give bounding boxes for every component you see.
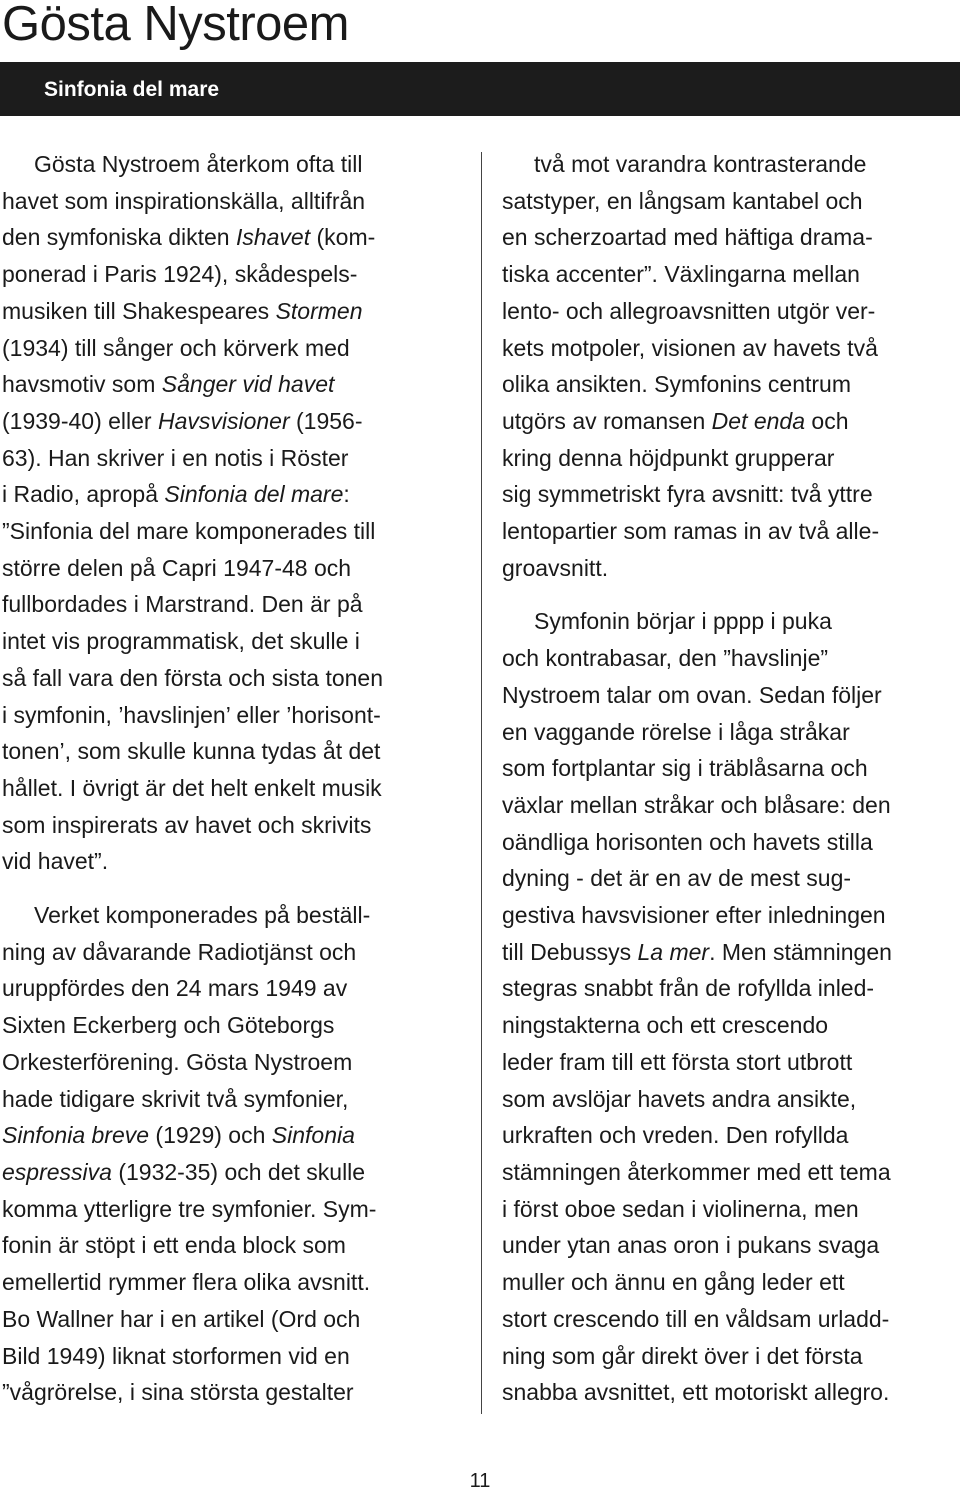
italic-title: La mer: [637, 938, 710, 965]
text-line: [502, 1227, 958, 1264]
text-line: [502, 1044, 958, 1081]
text-line: [2, 970, 464, 1007]
text-run: havet som inspirationskälla, alltifrån: [2, 187, 366, 214]
text-line: [2, 586, 464, 623]
page-title: Gösta Nystroem: [2, 0, 349, 51]
italic-title: Stormen: [275, 297, 363, 324]
text-run: urkraften och vreden. Den rofyllda: [502, 1122, 849, 1149]
text-run: i Radio, apropå: [2, 481, 165, 508]
text-run: utgörs av romansen: [502, 407, 712, 434]
text-line: [2, 256, 464, 293]
text-run: . Men stämningen: [709, 938, 892, 965]
text-run: musiken till Shakespeares: [2, 297, 276, 324]
italic-title: Sinfonia: [271, 1122, 355, 1149]
text-run: som avslöjar havets andra ansikte,: [502, 1085, 857, 1112]
text-line: [2, 623, 464, 660]
text-line: [2, 366, 464, 403]
text-line: [2, 770, 464, 807]
text-line: [502, 1301, 958, 1338]
text-line: [502, 970, 958, 1007]
text-line: [502, 1191, 958, 1228]
text-run: Bild 1949) liknat storformen vid en: [2, 1342, 350, 1369]
paragraph-gap: [502, 586, 958, 603]
text-run: vid havet”.: [2, 848, 109, 875]
text-run: ”Sinfonia del mare komponerades till: [2, 518, 376, 545]
text-run: ningstakterna och ett crescendo: [502, 1012, 829, 1039]
paragraph: [2, 146, 464, 880]
text-line: [502, 787, 958, 824]
text-run: gestiva havsvisioner efter inledningen: [502, 902, 886, 929]
italic-title: Sinfonia breve: [2, 1122, 150, 1149]
text-line: [502, 293, 958, 330]
text-line: [2, 934, 464, 971]
text-line: [2, 1338, 464, 1375]
text-run: (1939-40) eller: [2, 407, 158, 434]
text-line: [2, 897, 464, 934]
text-run: emellertid rymmer flera olika avsnitt.: [2, 1269, 371, 1296]
text-run: under ytan anas oron i pukans svaga: [502, 1232, 880, 1259]
text-run: komma ytterligre tre symfonier. Sym-: [2, 1195, 377, 1222]
text-line: [502, 824, 958, 861]
text-line: [502, 219, 958, 256]
italic-title: Sånger vid havet: [161, 371, 335, 398]
text-run: dyning - det är en av de mest sug-: [502, 865, 852, 892]
text-line: [502, 183, 958, 220]
text-line: [2, 1117, 464, 1154]
text-run: så fall vara den första och sista tonen: [2, 664, 383, 691]
text-run: tiska accenter”. Växlingarna mellan: [502, 261, 860, 288]
text-line: [502, 934, 958, 971]
paragraph: [502, 146, 958, 586]
text-line: [502, 860, 958, 897]
text-run: Symfonin börjar i pppp i puka: [534, 608, 832, 635]
text-line: [2, 1081, 464, 1118]
text-run: den symfoniska dikten: [2, 224, 236, 251]
text-line: [2, 440, 464, 477]
text-run: (1929) och: [149, 1122, 272, 1149]
text-line: [2, 1191, 464, 1228]
text-line: [502, 603, 958, 640]
text-run: i först oboe sedan i violinerna, men: [502, 1195, 859, 1222]
text-line: [502, 513, 958, 550]
text-run: Orkesterförening. Gösta Nystroem: [2, 1048, 353, 1075]
text-line: [502, 1264, 958, 1301]
text-run: (kom-: [310, 224, 376, 251]
text-run: större delen på Capri 1947-48 och: [2, 554, 352, 581]
text-line: [2, 1264, 464, 1301]
text-line: [2, 146, 464, 183]
column-divider: [481, 152, 482, 1414]
text-line: [502, 403, 958, 440]
text-run: en scherzoartad med häftiga drama-: [502, 224, 873, 251]
text-run: 63). Han skriver i en notis i Röster: [2, 444, 349, 471]
text-line: [2, 1154, 464, 1191]
text-run: stämningen återkommer med ett tema: [502, 1158, 891, 1185]
text-line: [502, 550, 958, 587]
text-run: tonen’, som skulle kunna tydas åt det: [2, 738, 381, 765]
text-run: hade tidigare skrivit två symfonier,: [2, 1085, 349, 1112]
italic-title: Sinfonia del mare: [164, 481, 344, 508]
text-line: [502, 146, 958, 183]
text-line: [502, 1154, 958, 1191]
italic-title: Ishavet: [235, 224, 311, 251]
text-line: [502, 476, 958, 513]
page-number: 11: [469, 1470, 491, 1492]
text-run: satstyper, en långsam kantabel och: [502, 187, 863, 214]
text-run: havsmotiv som: [2, 371, 162, 398]
text-line: [2, 550, 464, 587]
text-line: [2, 807, 464, 844]
text-run: fullbordades i Marstrand. Den är på: [2, 591, 363, 618]
section-heading: Sinfonia del mare: [44, 78, 220, 101]
text-line: [502, 256, 958, 293]
text-run: stegras snabbt från de rofyllda inled-: [502, 975, 875, 1002]
right-text-column: [502, 146, 958, 1411]
text-line: [502, 1081, 958, 1118]
text-run: uruppfördes den 24 mars 1949 av: [2, 975, 348, 1002]
text-run: hållet. I övrigt är det helt enkelt musik: [2, 774, 382, 801]
text-line: [502, 640, 958, 677]
text-run: snabba avsnittet, ett motoriskt allegro.: [502, 1379, 890, 1406]
text-line: [2, 697, 464, 734]
text-line: [2, 476, 464, 513]
text-run: (1932-35) och det skulle: [111, 1158, 366, 1185]
text-run: (1934) till sånger och körverk med: [2, 334, 350, 361]
text-run: till Debussys: [502, 938, 638, 965]
text-line: [2, 733, 464, 770]
text-line: [2, 843, 464, 880]
text-run: stort crescendo till en våldsam urladd-: [502, 1305, 890, 1332]
text-line: [2, 293, 464, 330]
text-run: som fortplantar sig i träblåsarna och: [502, 755, 868, 782]
text-run: och: [805, 407, 849, 434]
italic-title: espressiva: [2, 1158, 112, 1185]
italic-title: Havsvisioner: [157, 407, 290, 434]
text-run: :: [343, 481, 350, 508]
text-line: [502, 1374, 958, 1411]
text-line: [2, 1227, 464, 1264]
text-run: som inspirerats av havet och skrivits: [2, 811, 372, 838]
italic-title: Det enda: [711, 407, 806, 434]
text-run: Verket komponerades på beställ-: [34, 902, 371, 929]
text-run: två mot varandra kontrasterande: [534, 151, 867, 177]
text-run: i symfonin, ’havslinjen’ eller ’horisont-: [2, 701, 381, 728]
text-run: Nystroem talar om ovan. Sedan följer: [502, 681, 882, 708]
text-run: oändliga horisonten och havets stilla: [502, 828, 873, 855]
text-line: [502, 677, 958, 714]
left-text-column: [2, 146, 464, 1411]
text-run: ning av dåvarande Radiotjänst och: [2, 938, 357, 965]
text-run: en vaggande rörelse i låga stråkar: [502, 718, 850, 745]
paragraph: [502, 603, 958, 1410]
text-line: [502, 714, 958, 751]
text-run: (1956-: [289, 407, 363, 434]
text-line: [2, 513, 464, 550]
text-line: [502, 1007, 958, 1044]
text-line: [502, 366, 958, 403]
text-line: [2, 660, 464, 697]
text-run: olika ansikten. Symfonins centrum: [502, 371, 851, 398]
section-heading-bar: [0, 62, 960, 116]
text-line: [502, 1338, 958, 1375]
text-run: Sixten Eckerberg och Göteborgs: [2, 1012, 335, 1039]
text-line: [502, 750, 958, 787]
text-run: växlar mellan stråkar och blåsare: den: [502, 791, 891, 818]
text-run: lentopartier som ramas in av två alle-: [502, 518, 880, 545]
text-run: lento- och allegroavsnitten utgör ver-: [502, 297, 876, 324]
text-run: fonin är stöpt i ett enda block som: [2, 1232, 346, 1259]
text-line: [2, 219, 464, 256]
text-line: [2, 330, 464, 367]
text-run: intet vis programmatisk, det skulle i: [2, 628, 360, 655]
text-run: muller och ännu en gång leder ett: [502, 1269, 845, 1296]
text-run: och kontrabasar, den ”havslinje”: [502, 645, 829, 672]
text-line: [2, 183, 464, 220]
text-run: ning som går direkt över i det första: [502, 1342, 863, 1369]
text-line: [2, 1374, 464, 1411]
text-run: sig symmetriskt fyra avsnitt: två yttre: [502, 481, 873, 508]
text-run: ”vågrörelse, i sina största gestalter: [2, 1379, 354, 1406]
text-run: kets motpoler, visionen av havets två: [502, 334, 878, 361]
text-line: [502, 1117, 958, 1154]
text-run: Gösta Nystroem återkom ofta till: [34, 151, 363, 177]
text-run: kring denna höjdpunkt grupperar: [502, 444, 835, 471]
text-line: [502, 440, 958, 477]
text-line: [502, 330, 958, 367]
paragraph-gap: [2, 880, 464, 897]
text-run: Bo Wallner har i en artikel (Ord och: [2, 1305, 361, 1332]
text-run: leder fram till ett första stort utbrott: [502, 1048, 853, 1075]
text-line: [2, 1301, 464, 1338]
text-line: [502, 897, 958, 934]
text-run: groavsnitt.: [502, 554, 609, 581]
text-run: ponerad i Paris 1924), skådespels-: [2, 261, 358, 288]
text-line: [2, 1007, 464, 1044]
text-line: [2, 403, 464, 440]
paragraph: [2, 897, 464, 1411]
text-line: [2, 1044, 464, 1081]
